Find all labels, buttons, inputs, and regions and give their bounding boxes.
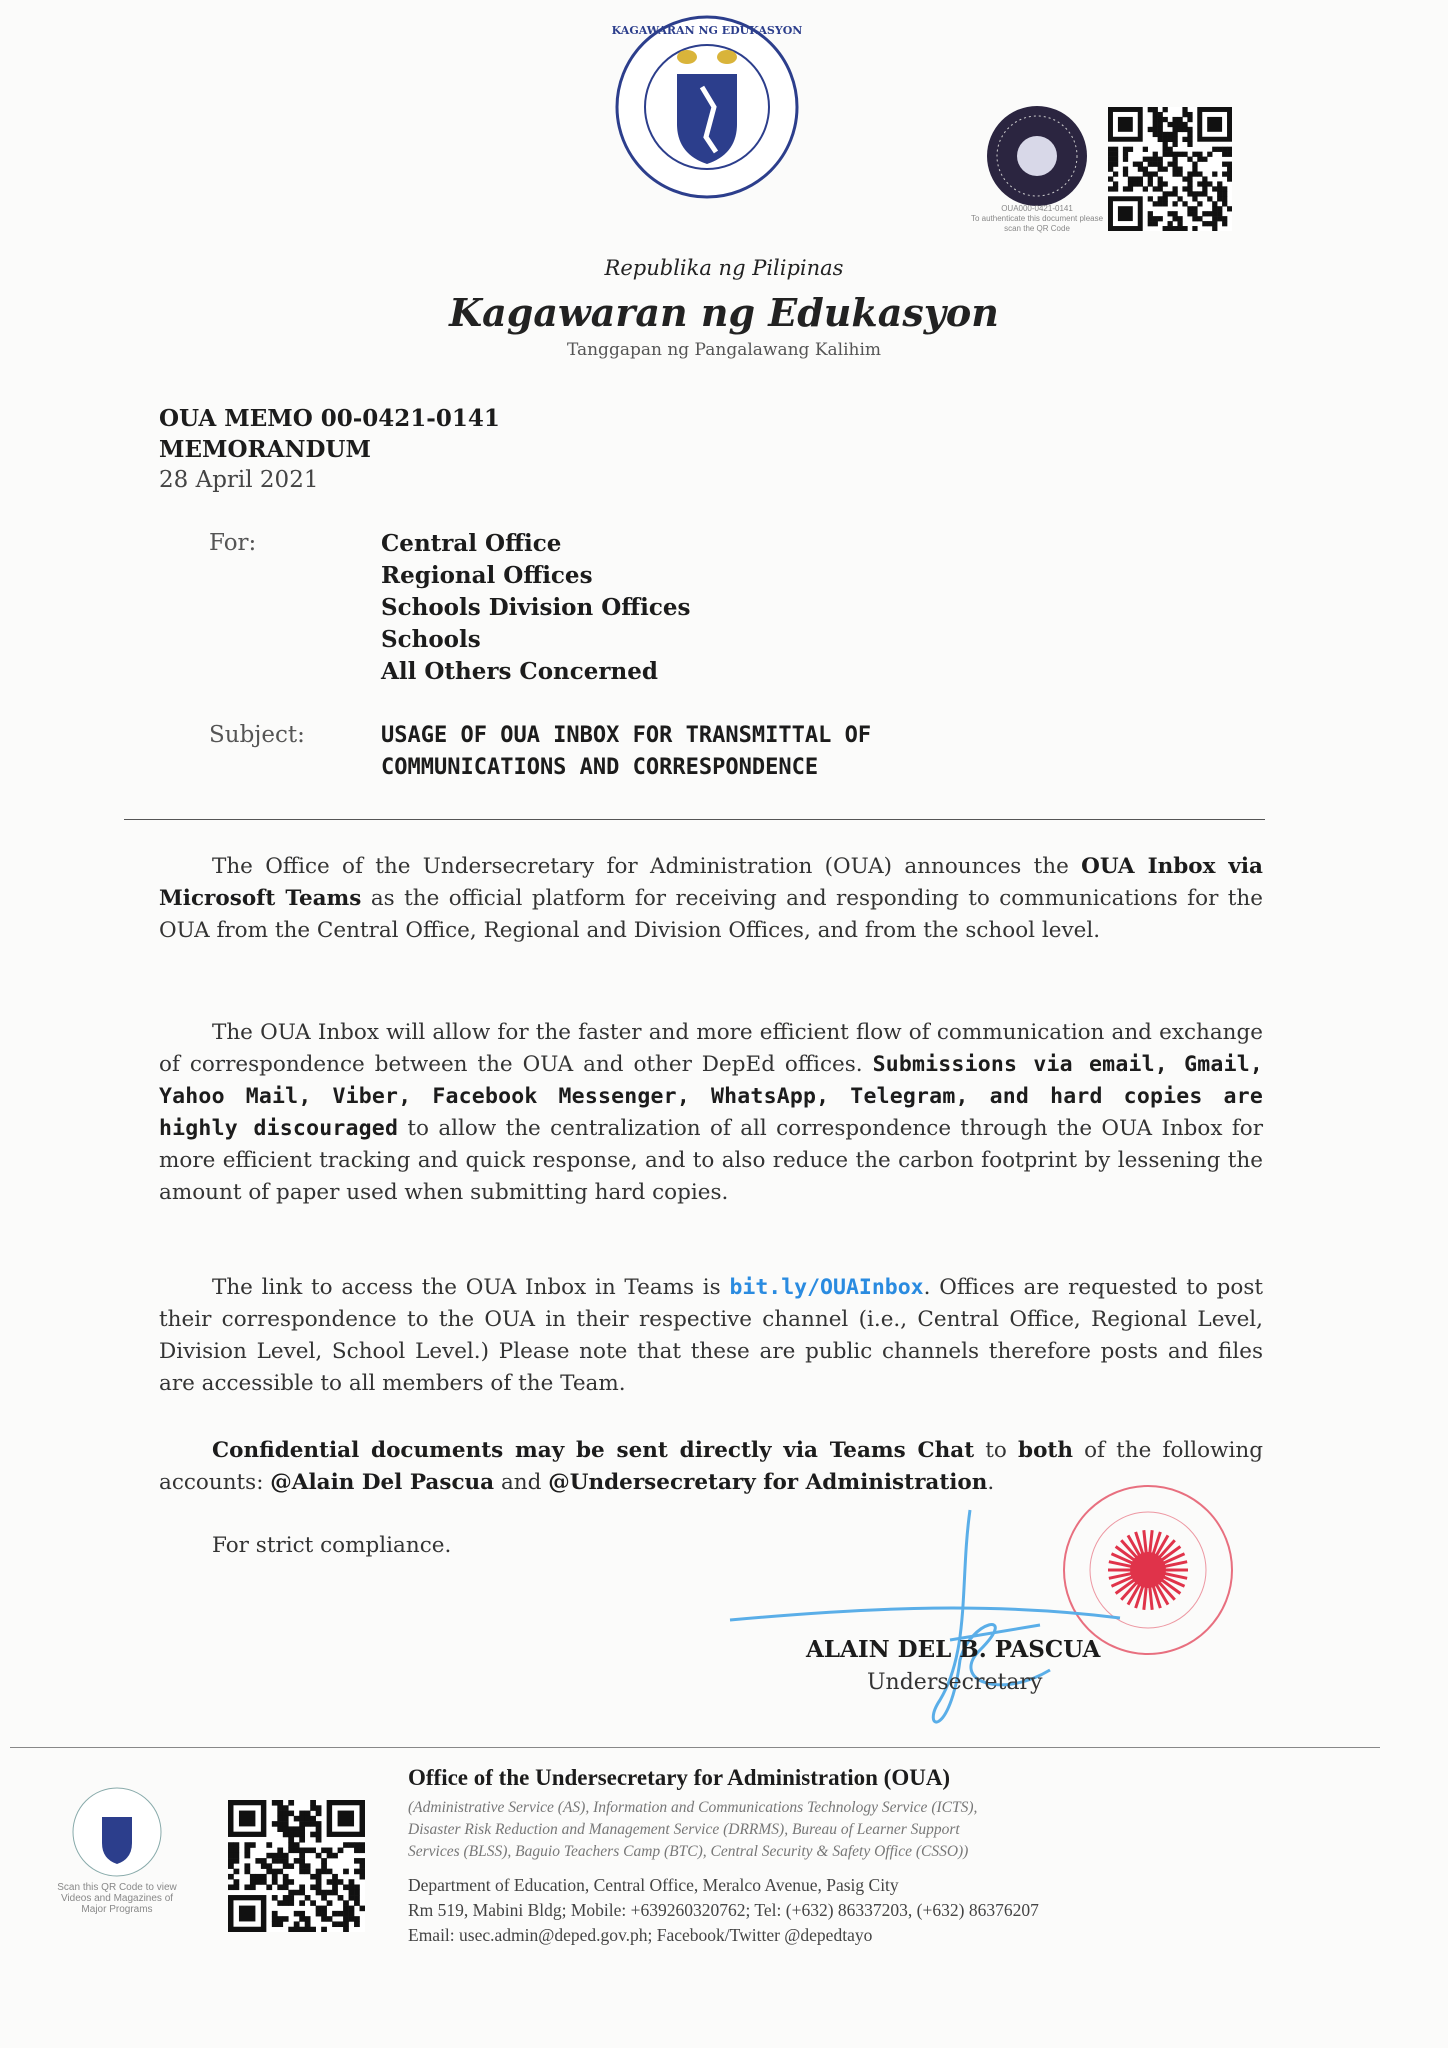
subject-line: USAGE OF OUA INBOX FOR TRANSMITTAL OF	[381, 723, 872, 748]
footer-units-line: Disaster Risk Reduction and Management Service (DRRMS), Bureau of Learner Support	[408, 1821, 960, 1838]
bold-text: Submissions via email, Gmail, Yahoo Mail, Viber, Facebook Messenger, WhatsApp, Telegram, and hard copies are highly discouraged	[159, 1052, 1263, 1141]
memo-type: MEMORANDUM	[159, 436, 371, 463]
text: of the following accounts:	[159, 1438, 1264, 1495]
signatory-title: Undersecretary	[867, 1670, 1043, 1695]
qr-auth-caption: To authenticate this document please scan the QR Code	[970, 214, 1104, 233]
recipient: Schools Division Offices	[381, 594, 691, 621]
authentication-qr-code[interactable]	[1108, 107, 1232, 231]
footer-units-line: Services (BLSS), Baguio Teachers Camp (BTC), Central Security & Safety Office (CSSO))	[408, 1843, 969, 1860]
text: and	[494, 1470, 549, 1495]
footer-contact: Rm 519, Mabini Bldg; Mobile: +639260320762; Tel: (+632) 86337203, (+632) 86376207	[408, 1900, 1039, 1920]
recipient: All Others Concerned	[381, 658, 658, 685]
memo-date: 28 April 2021	[159, 467, 319, 493]
signatory-name: ALAIN DEL B. PASCUA	[806, 1636, 1101, 1663]
text: as the official platform for receiving and responding to communications for the OUA from the Central Office, Regional and Division Offices, and from the school level.	[159, 886, 1263, 943]
paragraph-1	[159, 851, 1263, 947]
text: .	[987, 1470, 995, 1495]
republic-heading: Republika ng Pilipinas	[604, 256, 844, 280]
text: to	[974, 1438, 1019, 1463]
signature	[720, 1500, 1140, 1750]
closing-line: For strict compliance.	[212, 1533, 452, 1558]
bold-text: both	[1018, 1438, 1073, 1463]
subject-line: COMMUNICATIONS AND CORRESPONDENCE	[381, 755, 819, 780]
deped-seal-logo	[612, 12, 802, 202]
bold-text: Confidential documents may be sent directly via Teams Chat	[212, 1438, 975, 1463]
memo-number: OUA MEMO 00-0421-0141	[159, 405, 500, 432]
department-heading: Kagawaran ng Edukasyon	[449, 290, 999, 335]
oua-inbox-link[interactable]: bit.ly/OUAInbox	[729, 1275, 924, 1300]
footer-address: Department of Education, Central Office, Meralco Avenue, Pasig City	[408, 1875, 899, 1895]
footer-divider	[10, 1747, 1380, 1748]
account-mention: @Alain Del Pascua	[270, 1470, 495, 1495]
footer-units-line: (Administrative Service (AS), Information and Communications Technology Service (ICTS),	[408, 1799, 978, 1816]
text: . Offices are requested to post their correspondence to the OUA in their respective channel (i.e., Central Office, Regional Level, Division Level, School Level.) Please note that these are public channels therefore posts and files are accessible to all members of the Team.	[159, 1275, 1263, 1396]
bold-text: OUA Inbox via Microsoft Teams	[159, 854, 1263, 911]
account-mention: @Undersecretary for Administration	[548, 1470, 988, 1495]
paragraph-3	[159, 1272, 1263, 1400]
header-divider	[124, 819, 1265, 820]
footer-email: Email: usec.admin@deped.gov.ph; Facebook/Twitter @depedtayo	[408, 1925, 873, 1945]
text: to allow the centralization of all correspondence through the OUA Inbox for more efficient tracking and quick response, and to also reduce the carbon footprint by lessening the amount of paper used when submitting hard copies.	[159, 1116, 1263, 1205]
footer-office-name: Office of the Undersecretary for Administration (OUA)	[408, 1765, 951, 1790]
recipient: Central Office	[381, 530, 562, 557]
recipient: Schools	[381, 626, 481, 653]
footer-qr-caption: Scan this QR Code to view Videos and Magazines of Major Programs	[57, 1882, 177, 1915]
text: The link to access the OUA Inbox in Teams is	[212, 1275, 730, 1300]
text: The OUA Inbox will allow for the faster and more efficient flow of communication and exchange of correspondence between the OUA and other DepEd offices.	[159, 1020, 1263, 1077]
office-heading: Tanggapan ng Pangalawang Kalihim	[566, 340, 882, 360]
paragraph-2	[159, 1017, 1263, 1209]
authentication-seal-icon	[985, 104, 1089, 208]
document-code: OUA000-0421-0141	[1001, 204, 1073, 213]
svg-text:KAGAWARAN NG EDUKASYON: KAGAWARAN NG EDUKASYON	[612, 24, 802, 37]
recipient: Regional Offices	[381, 562, 593, 589]
subject-label: Subject:	[209, 722, 305, 748]
footer-deped-seal-logo	[70, 1785, 165, 1880]
footer-qr-code[interactable]	[228, 1800, 365, 1932]
text: The Office of the Undersecretary for Administration (OUA) announces the	[212, 854, 1082, 879]
for-label: For:	[209, 530, 257, 556]
